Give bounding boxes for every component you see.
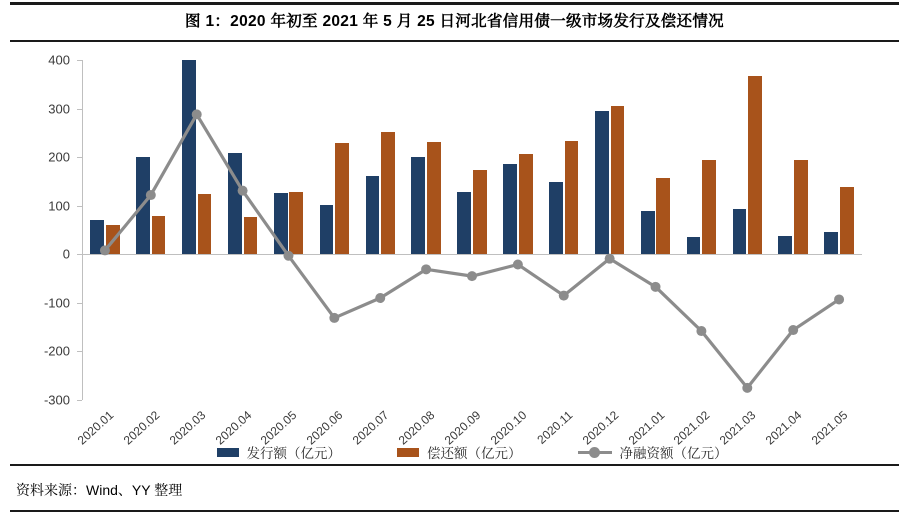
y-axis-tick-label: 400 (48, 52, 70, 68)
net-financing-point (467, 271, 477, 281)
y-axis-tick-label: -100 (43, 295, 70, 311)
net-financing-point (283, 251, 293, 261)
x-axis-tick-label: 2020.08 (395, 408, 438, 448)
net-financing-point (559, 291, 569, 301)
legend-swatch-icon (397, 448, 419, 457)
legend-label: 偿还额（亿元） (427, 446, 522, 461)
title-rule-bottom (10, 40, 899, 42)
legend-line-icon (578, 447, 612, 457)
net-financing-point (375, 293, 385, 303)
legend-item (397, 442, 522, 462)
y-axis-tick-label: -200 (43, 343, 70, 359)
legend-item (217, 442, 342, 462)
y-axis-tick-label: 200 (48, 149, 70, 165)
net-financing-point (834, 294, 844, 304)
x-axis-tick-label: 2020.02 (120, 408, 163, 448)
x-axis-tick-label: 2020.09 (441, 408, 484, 448)
x-axis-tick-label: 2020.11 (534, 408, 576, 447)
x-axis-tick-label: 2021.04 (762, 408, 805, 448)
x-axis-tick-label: 2021.01 (625, 408, 667, 448)
legend-label: 净融资额（亿元） (619, 446, 728, 461)
net-financing-point (421, 264, 431, 274)
net-financing-point (696, 326, 706, 336)
source-rule-bottom (10, 510, 899, 512)
x-axis-tick-label: 2020.12 (579, 408, 622, 448)
title-rule-top (10, 2, 899, 5)
legend-item (578, 442, 728, 462)
plot-area (43, 52, 862, 448)
x-axis-tick-label: 2021.03 (717, 408, 759, 448)
net-financing-point (742, 383, 752, 393)
net-financing-point (605, 254, 615, 264)
plot-wrapper (10, 44, 899, 460)
x-axis-tick-label: 2021.05 (808, 408, 851, 448)
x-axis-tick-label: 2020.07 (349, 408, 392, 448)
y-axis-tick-label: 100 (48, 198, 70, 214)
net-financing-point (238, 186, 248, 196)
x-axis-tick-label: 2020.04 (212, 408, 254, 448)
source-note: 资料来源：Wind、YY 整理 (16, 482, 183, 498)
page-title: 图 1：2020 年初至 2021 年 5 月 25 日河北省信用债一级市场发行及偿还情况 (185, 13, 724, 30)
x-axis-tick-label: 2020.06 (304, 408, 346, 448)
net-financing-point (513, 259, 523, 269)
y-axis-tick-label: -300 (43, 392, 70, 408)
y-tick-mark (77, 400, 82, 401)
x-axis-tick-label: 2020.05 (258, 408, 300, 448)
legend-label: 发行额（亿元） (246, 446, 341, 461)
x-axis-tick-label: 2021.02 (671, 408, 713, 448)
net-financing-line (82, 60, 862, 400)
net-financing-point (192, 109, 202, 119)
y-axis-tick-label: 0 (62, 246, 70, 262)
legend-swatch-icon (217, 448, 239, 457)
net-financing-point (788, 325, 798, 335)
net-financing-polyline (105, 114, 839, 387)
source-rule-top (10, 464, 899, 466)
net-financing-point (100, 245, 110, 255)
x-axis-tick-label: 2020.01 (74, 408, 117, 448)
x-axis-tick-label: 2020.03 (166, 408, 209, 448)
y-axis-tick-label: 300 (48, 101, 70, 117)
net-financing-point (329, 313, 339, 323)
chart-legend (82, 442, 862, 462)
net-financing-point (651, 282, 661, 292)
net-financing-point (146, 190, 156, 200)
x-axis-tick-label: 2020.10 (487, 408, 530, 448)
